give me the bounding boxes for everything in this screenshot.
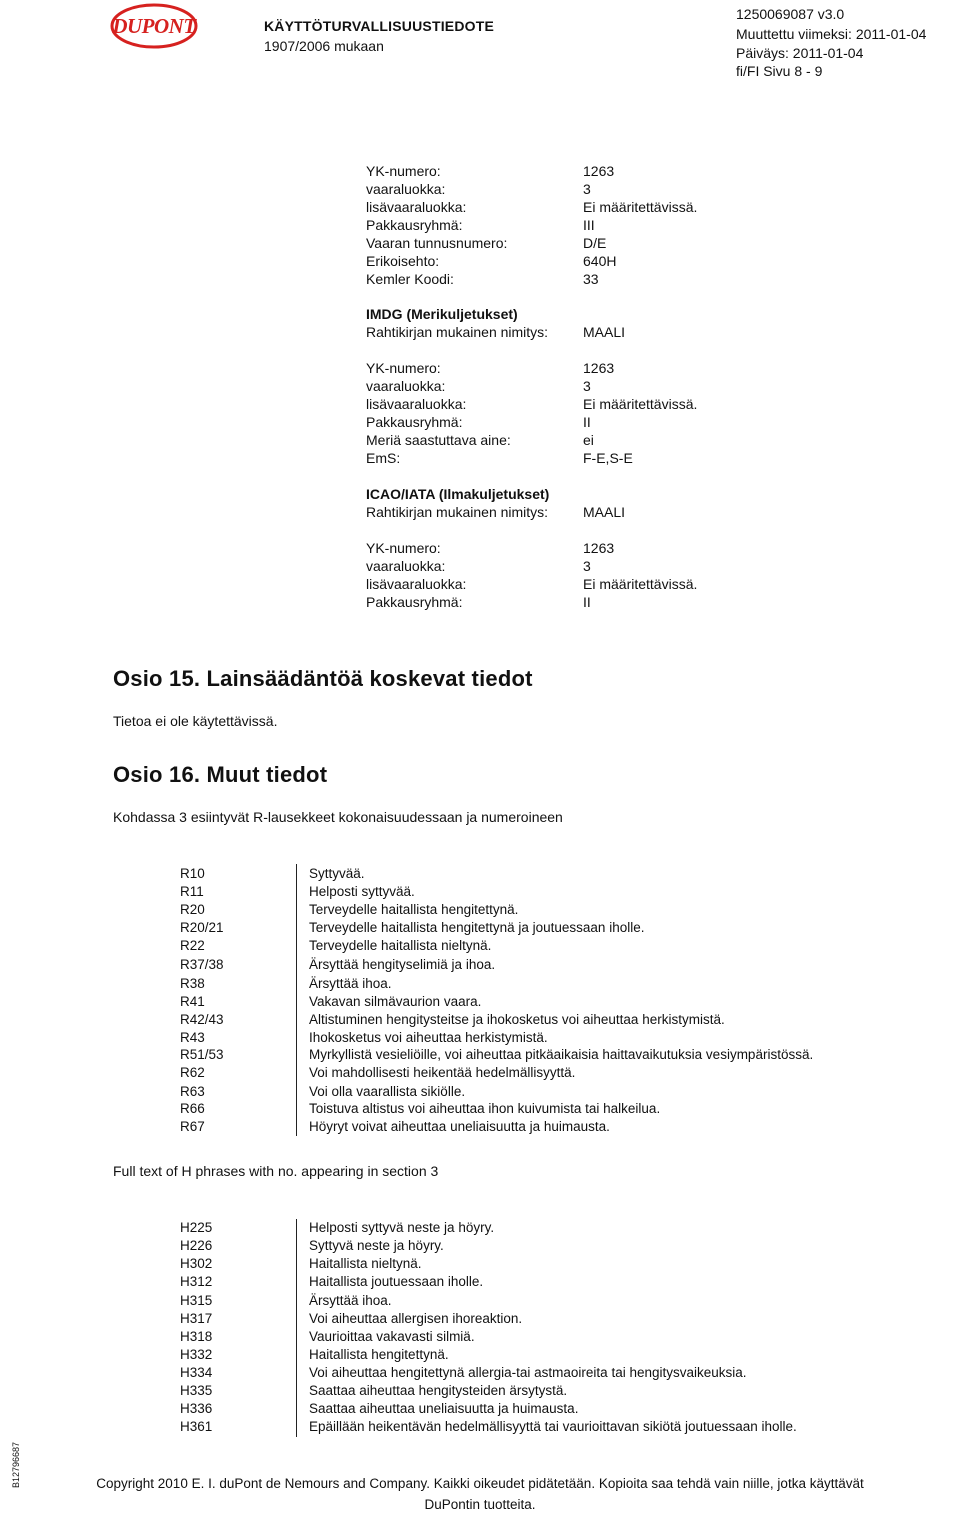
icao-name-value: MAALI — [583, 504, 626, 520]
icao-value: Ei määritettävissä. — [583, 576, 698, 592]
h-phrase-code: H332 — [180, 1347, 213, 1362]
h-phrase-text: Saattaa aiheuttaa uneliaisuutta ja huimausta. — [309, 1401, 579, 1416]
svg-text:DUPONT: DUPONT — [112, 14, 196, 38]
h-phrase-code: H336 — [180, 1401, 213, 1416]
icao-label: lisävaaraluokka: — [366, 576, 467, 592]
page-number: fi/FI Sivu 8 - 9 — [736, 63, 823, 79]
h-phrase-text: Vaurioittaa vakavasti silmiä. — [309, 1329, 475, 1344]
icao-value: 3 — [583, 558, 591, 574]
r-phrase-code: R11 — [180, 884, 204, 899]
footer-copyright: Copyright 2010 E. I. duPont de Nemours and Company. Kaikki oikeudet pidätetään. Kopioita saa tehdä vain niille, jotka käyttävät — [96, 1476, 864, 1491]
h-phrase-code: H335 — [180, 1383, 213, 1398]
r-phrase-code: R41 — [180, 994, 205, 1009]
dupont-logo — [110, 2, 198, 52]
imdg-name-label: Rahtikirjan mukainen nimitys: — [366, 324, 549, 340]
icao-heading: ICAO/IATA (Ilmakuljetukset) — [366, 486, 550, 502]
adr-label: YK-numero: — [366, 163, 441, 179]
h-phrase-text: Haitallista nieltynä. — [309, 1256, 422, 1271]
revised-date: Muuttettu viimeksi: 2011-01-04 — [736, 26, 927, 42]
icao-label: vaaraluokka: — [366, 558, 446, 574]
section-15-heading: Osio 15. Lainsäädäntöä koskevat tiedot — [113, 666, 533, 691]
r-phrase-text: Myrkyllistä vesieliöille, voi aiheuttaa pitkäaikaisia haittavaikutuksia vesiympäristössä. — [309, 1047, 814, 1062]
imdg-value: Ei määritettävissä. — [583, 396, 698, 412]
h-phrase-text: Haitallista hengitettynä. — [309, 1347, 449, 1362]
r-phrase-text: Höyryt voivat aiheuttaa uneliaisuutta ja huimausta. — [309, 1119, 610, 1134]
r-phrase-text: Vakavan silmävaurion vaara. — [309, 994, 482, 1009]
adr-label: lisävaaraluokka: — [366, 199, 467, 215]
h-phrase-code: H318 — [180, 1329, 213, 1344]
r-phrase-text: Ihokosketus voi aiheuttaa herkistymistä. — [309, 1030, 548, 1045]
h-phrase-divider — [296, 1219, 297, 1437]
r-phrase-text: Ärsyttää hengityselimiä ja ihoa. — [309, 957, 496, 972]
h-phrase-text: Haitallista joutuessaan iholle. — [309, 1274, 484, 1289]
r-phrase-text: Toistuva altistus voi aiheuttaa ihon kuivumista tai halkeilua. — [309, 1101, 661, 1116]
imdg-label: vaaraluokka: — [366, 378, 446, 394]
icao-value: 1263 — [583, 540, 615, 556]
adr-label: Pakkausryhmä: — [366, 217, 463, 233]
icao-label: YK-numero: — [366, 540, 441, 556]
h-phrase-code: H302 — [180, 1256, 213, 1271]
adr-label: Kemler Koodi: — [366, 271, 454, 287]
r-phrase-code: R66 — [180, 1101, 205, 1116]
h-phrase-text: Syttyvä neste ja höyry. — [309, 1238, 444, 1253]
imdg-label: Meriä saastuttava aine: — [366, 432, 511, 448]
h-phrase-code: H312 — [180, 1274, 213, 1289]
imdg-value: 1263 — [583, 360, 615, 376]
r-phrase-divider — [296, 864, 297, 1136]
adr-value: 3 — [583, 181, 591, 197]
imdg-label: Pakkausryhmä: — [366, 414, 463, 430]
h-phrase-code: H315 — [180, 1293, 213, 1308]
footer-copyright-cont: DuPontin tuotteita. — [424, 1497, 536, 1512]
r-phrase-code: R38 — [180, 976, 205, 991]
r-phrase-text: Voi olla vaarallista sikiölle. — [309, 1084, 466, 1099]
adr-value: 33 — [583, 271, 599, 287]
adr-label: vaaraluokka: — [366, 181, 446, 197]
r-phrase-code: R20 — [180, 902, 205, 917]
r-phrase-code: R10 — [180, 866, 205, 881]
h-phrase-text: Helposti syttyvä neste ja höyry. — [309, 1220, 495, 1235]
icao-label: Pakkausryhmä: — [366, 594, 463, 610]
adr-value: D/E — [583, 235, 607, 251]
r-phrase-code: R51/53 — [180, 1047, 224, 1062]
r-phrase-text: Altistuminen hengitysteitse ja ihokosketus voi aiheuttaa herkistymistä. — [309, 1012, 725, 1027]
r-phrase-text: Ärsyttää ihoa. — [309, 976, 392, 991]
h-phrase-text: Voi aiheuttaa allergisen ihoreaktion. — [309, 1311, 523, 1326]
h-phrase-code: H317 — [180, 1311, 213, 1326]
h-phrase-code: H361 — [180, 1419, 213, 1434]
r-phrase-text: Terveydelle haitallista hengitettynä. — [309, 902, 519, 917]
icao-value: II — [583, 594, 591, 610]
h-phrase-code: H334 — [180, 1365, 213, 1380]
adr-value: III — [583, 217, 595, 233]
h-phrase-text: Ärsyttää ihoa. — [309, 1293, 392, 1308]
r-phrase-code: R63 — [180, 1084, 205, 1099]
imdg-name-value: MAALI — [583, 324, 626, 340]
r-phrase-code: R42/43 — [180, 1012, 224, 1027]
document-subtitle: 1907/2006 mukaan — [264, 38, 384, 54]
adr-value: 1263 — [583, 163, 615, 179]
imdg-value: F-E,S-E — [583, 450, 633, 466]
r-phrase-code: R67 — [180, 1119, 205, 1134]
imdg-label: EmS: — [366, 450, 401, 466]
document-title: KÄYTTÖTURVALLISUUSTIEDOTE — [264, 18, 495, 34]
h-phrase-code: H226 — [180, 1238, 213, 1253]
r-phrase-code: R43 — [180, 1030, 205, 1045]
r-phrase-text: Voi mahdollisesti heikentää hedelmällisyyttä. — [309, 1065, 576, 1080]
imdg-heading: IMDG (Merikuljetukset) — [366, 306, 518, 322]
r-phrase-text: Helposti syttyvää. — [309, 884, 415, 899]
section-16-intro: Kohdassa 3 esiintyvät R-lausekkeet kokonaisuudessaan ja numeroineen — [113, 809, 563, 825]
adr-label: Erikoisehto: — [366, 253, 440, 269]
r-phrase-text: Terveydelle haitallista hengitettynä ja joutuessaan iholle. — [309, 920, 645, 935]
h-phrase-code: H225 — [180, 1220, 213, 1235]
r-phrase-code: R20/21 — [180, 920, 224, 935]
imdg-value: ei — [583, 432, 594, 448]
r-phrase-code: R62 — [180, 1065, 205, 1080]
h-phrases-intro: Full text of H phrases with no. appearing in section 3 — [113, 1163, 439, 1179]
imdg-value: 3 — [583, 378, 591, 394]
r-phrase-code: R37/38 — [180, 957, 224, 972]
r-phrase-code: R22 — [180, 938, 205, 953]
side-document-code: B12796687 — [11, 1441, 21, 1489]
imdg-value: II — [583, 414, 591, 430]
imdg-label: lisävaaraluokka: — [366, 396, 467, 412]
h-phrase-text: Epäillään heikentävän hedelmällisyyttä tai vaurioittavan sikiötä joutuessaan iholle. — [309, 1419, 797, 1434]
adr-label: Vaaran tunnusnumero: — [366, 235, 508, 251]
r-phrase-text: Terveydelle haitallista nieltynä. — [309, 938, 492, 953]
adr-value: Ei määritettävissä. — [583, 199, 698, 215]
h-phrase-text: Saattaa aiheuttaa hengitysteiden ärsytystä. — [309, 1383, 568, 1398]
imdg-label: YK-numero: — [366, 360, 441, 376]
h-phrase-text: Voi aiheuttaa hengitettynä allergia-tai astmaoireita tai hengitysvaikeuksia. — [309, 1365, 747, 1380]
section-16-heading: Osio 16. Muut tiedot — [113, 762, 328, 787]
r-phrase-text: Syttyvää. — [309, 866, 365, 881]
document-id: 1250069087 v3.0 — [736, 6, 845, 22]
adr-value: 640H — [583, 253, 617, 269]
section-15-text: Tietoa ei ole käytettävissä. — [113, 713, 278, 729]
icao-name-label: Rahtikirjan mukainen nimitys: — [366, 504, 549, 520]
issue-date: Päiväys: 2011-01-04 — [736, 45, 864, 61]
